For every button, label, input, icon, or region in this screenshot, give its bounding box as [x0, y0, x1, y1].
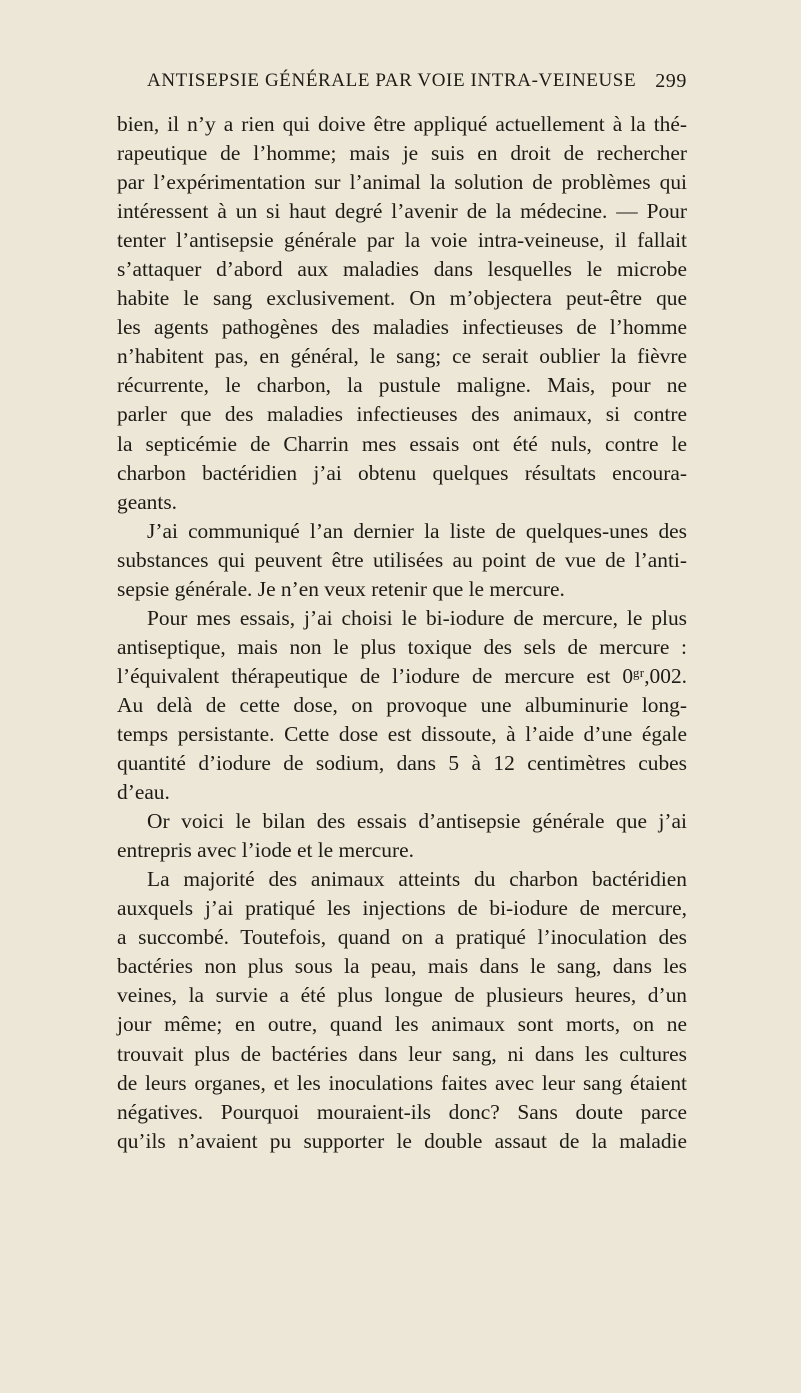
text-line: quantité d’iodure de sodium, dans 5 à 12 centimètres cubes	[117, 751, 687, 776]
text-line: temps persistante. Cette dose est dissoute, à l’aide d’une égale	[117, 721, 687, 746]
running-head	[147, 70, 687, 98]
text-line: Or voici le bilan des essais d’antisepsie générale que j’ai	[147, 809, 687, 834]
body-text	[117, 110, 687, 1156]
text-line: l’équivalent thérapeutique de l’iodure de mercure est 0ᵍʳ,002.	[117, 663, 687, 688]
text-line: qu’ils n’avaient pu supporter le double assaut de la maladie	[117, 1128, 687, 1153]
text-line: J’ai communiqué l’an dernier la liste de quelques-unes des	[147, 518, 687, 543]
text-line: bactéries non plus sous la peau, mais dans le sang, dans les	[117, 954, 687, 979]
text-line: s’attaquer d’abord aux maladies dans lesquelles le microbe	[117, 257, 687, 282]
page-number: 299	[655, 70, 687, 92]
text-line: intéressent à un si haut degré l’avenir de la médecine. — Pour	[117, 199, 687, 224]
text-line: les agents pathogènes des maladies infectieuses de l’homme	[117, 315, 687, 340]
text-line: La majorité des animaux atteints du charbon bactéridien	[147, 867, 687, 892]
text-line: antiseptique, mais non le plus toxique des sels de mercure :	[117, 634, 687, 659]
text-line: bien, il n’y a rien qui doive être appliqué actuellement à la thé-	[117, 112, 687, 136]
text-line: d’eau.	[117, 780, 170, 805]
text-line: rapeutique de l’homme; mais je suis en droit de rechercher	[117, 141, 687, 166]
text-line: veines, la survie a été plus longue de plusieurs heures, d’un	[117, 983, 687, 1008]
text-line: charbon bactéridien j’ai obtenu quelques résultats encoura-	[117, 460, 687, 485]
text-line: trouvait plus de bactéries dans leur sang, ni dans les cultures	[117, 1041, 687, 1066]
text-line: la septicémie de Charrin mes essais ont été nuls, contre le	[117, 431, 687, 456]
text-line: Au delà de cette dose, on provoque une albuminurie long-	[117, 692, 687, 717]
text-line: de leurs organes, et les inoculations faites avec leur sang étaient	[117, 1070, 687, 1095]
text-line: entrepris avec l’iode et le mercure.	[117, 838, 414, 863]
text-line: tenter l’antisepsie générale par la voie intra-veineuse, il fallait	[117, 228, 687, 253]
text-line: habite le sang exclusivement. On m’objectera peut-être que	[117, 286, 687, 311]
text-line: par l’expérimentation sur l’animal la solution de problèmes qui	[117, 170, 687, 195]
text-line: n’habitent pas, en général, le sang; ce serait oublier la fièvre	[117, 344, 687, 369]
text-line: Pour mes essais, j’ai choisi le bi-iodure de mercure, le plus	[147, 605, 687, 630]
running-title: ANTISEPSIE GÉNÉRALE PAR VOIE INTRA-VEINEUSE	[147, 70, 637, 91]
text-line: jour même; en outre, quand les animaux sont morts, on ne	[117, 1012, 687, 1037]
text-line: geants.	[117, 489, 177, 514]
text-line: auxquels j’ai pratiqué les injections de bi-iodure de mercure,	[117, 896, 687, 921]
text-line: a succombé. Toutefois, quand on a pratiqué l’inoculation des	[117, 925, 687, 950]
text-line: négatives. Pourquoi mouraient-ils donc? Sans doute parce	[117, 1099, 687, 1124]
text-line: récurrente, le charbon, la pustule maligne. Mais, pour ne	[117, 373, 687, 398]
text-line: parler que des maladies infectieuses des animaux, si contre	[117, 402, 687, 427]
text-line: substances qui peuvent être utilisées au point de vue de l’anti-	[117, 547, 687, 572]
text-line: sepsie générale. Je n’en veux retenir que le mercure.	[117, 576, 565, 601]
